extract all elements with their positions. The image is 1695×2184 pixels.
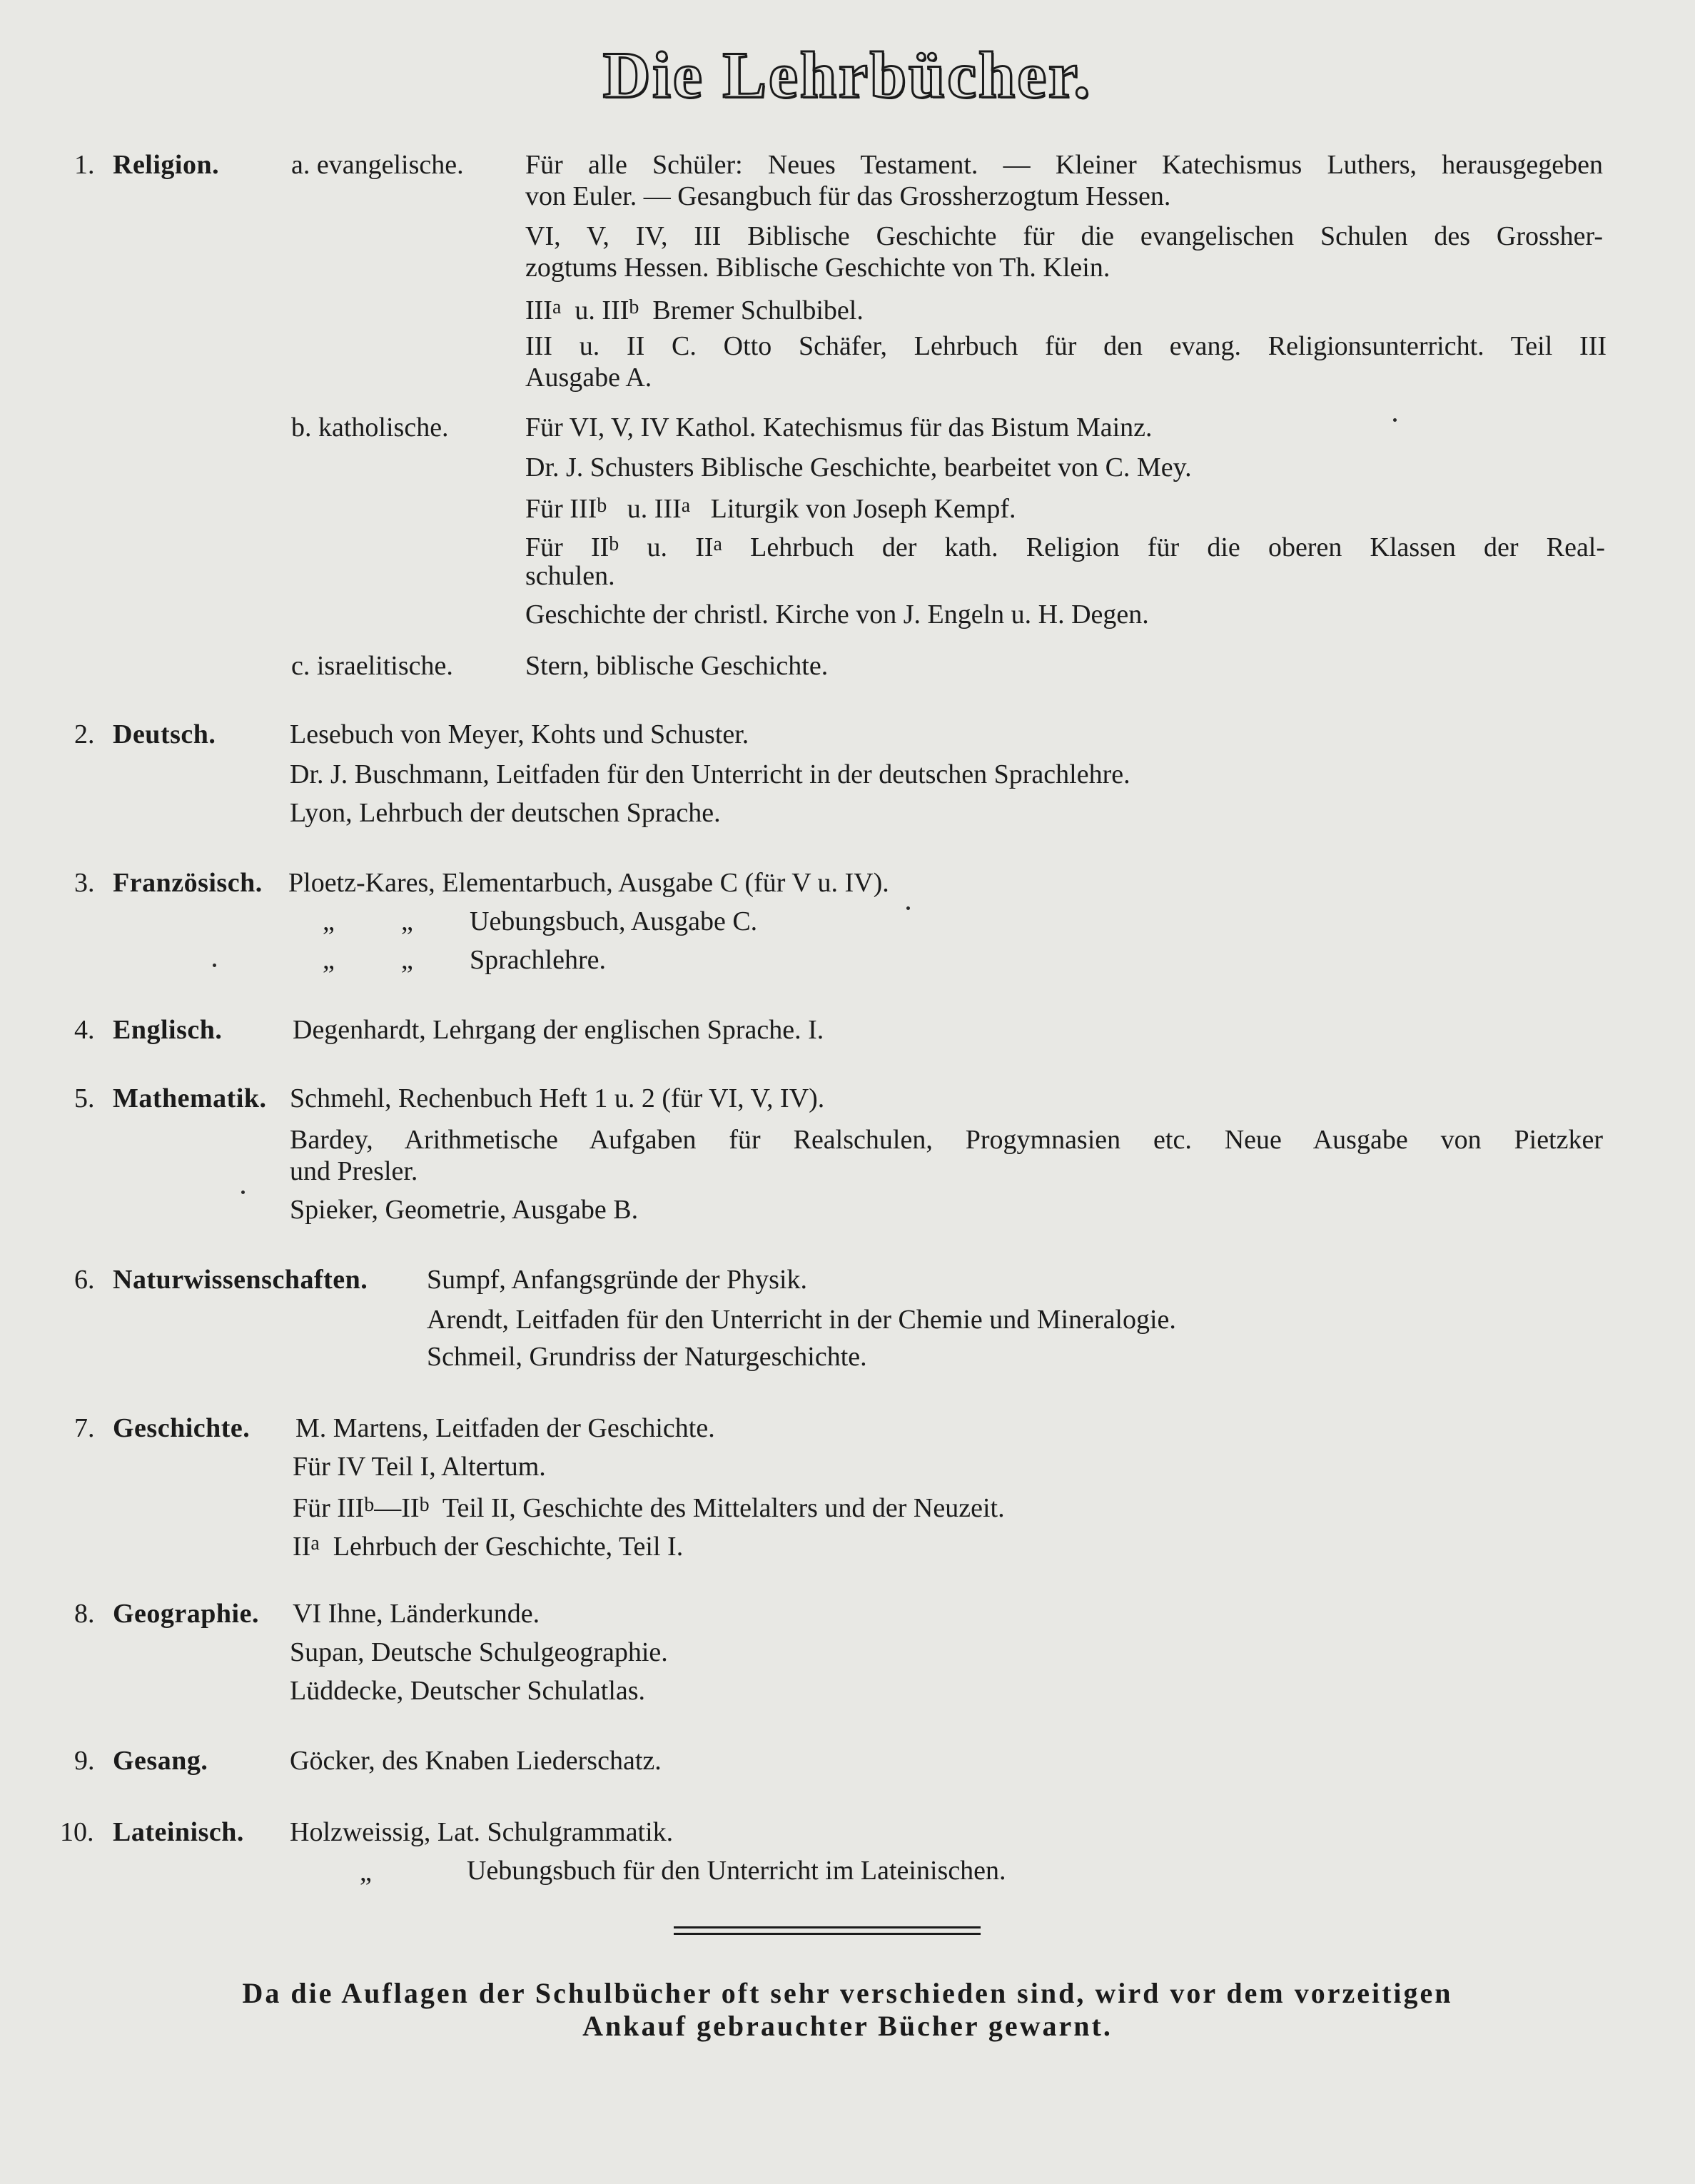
entry-line: Dr. J. Buschmann, Leitfaden für den Unterricht in der deutschen Sprachlehre. [290,759,1130,789]
entry-line: Für IV Teil I, Altertum. [293,1452,546,1482]
ditto-mark: „ [323,945,335,975]
entry-line: Stern, biblische Geschichte. [525,651,829,681]
paper-speck [1393,418,1397,422]
entry-line: Lüddecke, Deutscher Schulatlas. [290,1676,646,1706]
section-number: 6. [74,1265,95,1295]
section-heading: Geschichte. [113,1413,251,1443]
section-number: 1. [74,150,95,180]
entry-line: Holzweissig, Lat. Schulgrammatik. [290,1817,674,1847]
section-heading: Lateinisch. [113,1817,244,1847]
entry-line: Lyon, Lehrbuch der deutschen Sprache. [290,798,721,828]
entry-line: Sumpf, Anfangsgründe der Physik. [427,1265,808,1295]
entry-line: Für $III^b—II^b$ Teil II, Geschichte des Mittelalters und der Neuzeit. [293,1493,1005,1523]
ditto-mark: „ [323,906,335,936]
paper-speck [213,964,216,967]
entry-line: VI, V, IV, III Biblische Geschichte für die evangelischen Schulen des Grossher- [525,221,1603,251]
section-number: 8. [74,1599,95,1629]
entry-line: Arendt, Leitfaden für den Unterricht in der Chemie und Mineralogie. [427,1305,1176,1335]
ditto-mark: „ [401,945,413,975]
paper-speck [241,1190,245,1194]
page-title: Die Lehrbücher. [602,39,1093,111]
section-heading: Mathematik. [113,1083,267,1113]
entry-line: Für alle Schüler: Neues Testament. — Kleiner Katechismus Luthers, herausgegeben [525,150,1603,180]
section-heading: Gesang. [113,1746,208,1776]
entry-line: III u. II C. Otto Schäfer, Lehrbuch für den evang. Religionsunterricht. Teil III [525,331,1607,361]
entry-line: Ausgabe A. [525,363,652,393]
section-number: 7. [74,1413,95,1443]
entry-line: Für III$^b$ u. III$^a$ Liturgik von Joseph Kempf. [525,494,1016,524]
warning-line: Ankauf gebrauchter Bücher gewarnt. [582,2010,1113,2042]
entry-line: zogtums Hessen. Biblische Geschichte von Th. Klein. [525,253,1110,283]
entry-line: Göcker, des Knaben Liederschatz. [290,1746,662,1776]
entry-line: schulen. [525,561,615,591]
entry-line: Dr. J. Schusters Biblische Geschichte, bearbeitet von C. Mey. [525,453,1192,482]
separator-rule [674,1926,981,1928]
entry-line: Spieker, Geometrie, Ausgabe B. [290,1195,639,1225]
section-number: 10. [60,1817,94,1847]
entry-line: und Presler. [290,1156,418,1186]
entry-line: Supan, Deutsche Schulgeographie. [290,1637,668,1667]
section-number: 2. [74,719,95,749]
section-number: 5. [74,1083,95,1113]
section-heading: Religion. [113,150,220,180]
entry-line: Lesebuch von Meyer, Kohts und Schuster. [290,719,749,749]
entry-line: Ploetz-Kares, Elementarbuch, Ausgabe C (für V u. IV). [288,868,889,898]
entry-line: Geschichte der christl. Kirche von J. Engeln u. H. Degen. [525,600,1149,630]
entry-line: von Euler. — Gesangbuch für das Grossherzogtum Hessen. [525,181,1171,211]
warning-line: Da die Auflagen der Schulbücher oft sehr verschieden sind, wird vor dem vorzeitigen [242,1977,1453,2009]
entry-line: $II^a$ Lehrbuch der Geschichte, Teil I. [293,1532,684,1562]
entry-line: Schmeil, Grundriss der Naturgeschichte. [427,1342,867,1372]
section-heading: Englisch. [113,1015,223,1045]
paper-speck [906,906,910,910]
entry-line: Uebungsbuch für den Unterricht im Lateinischen. [467,1856,1006,1886]
entry-line: VI Ihne, Länderkunde. [293,1599,540,1629]
entry-line: III$^a$ u. III$^b$ Bremer Schulbibel. [525,295,864,325]
separator-rule [674,1933,981,1935]
entry-line: M. Martens, Leitfaden der Geschichte. [295,1413,715,1443]
section-heading: Französisch. [113,868,263,898]
section-number: 9. [74,1746,95,1776]
section-heading: Geographie. [113,1599,259,1629]
entry-line: Für $II^b$ u. $II^a$ Lehrbuch der kath. Religion für die oberen Klassen der Real- [525,532,1606,562]
subsection-label: c. israelitische. [291,651,453,681]
entry-line: Degenhardt, Lehrgang der englischen Sprache. I. [293,1015,824,1045]
ditto-mark: „ [401,906,413,936]
subsection-label: a. evangelische. [291,150,464,180]
entry-line: Für VI, V, IV Kathol. Katechismus für das Bistum Mainz. [525,413,1153,443]
section-number: 4. [74,1015,95,1045]
subsection-label: b. katholische. [291,413,449,443]
entry-line: Schmehl, Rechenbuch Heft 1 u. 2 (für VI, V, IV). [290,1083,825,1113]
section-heading: Naturwissenschaften. [113,1265,368,1295]
entry-line: Uebungsbuch, Ausgabe C. [470,906,758,936]
section-number: 3. [74,868,95,898]
section-heading: Deutsch. [113,719,216,749]
entry-line: Sprachlehre. [470,945,606,975]
ditto-mark: „ [360,1857,372,1887]
entry-line: Bardey, Arithmetische Aufgaben für Realschulen, Progymnasien etc. Neue Ausgabe von Pietzker [290,1125,1603,1155]
